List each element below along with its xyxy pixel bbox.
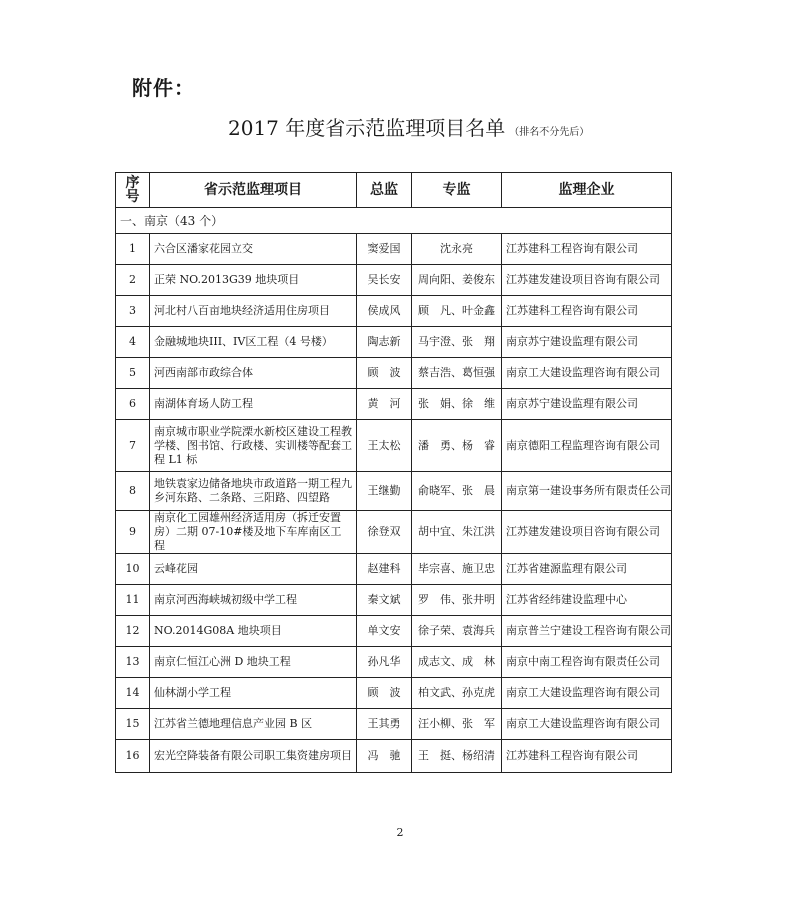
table-row [116, 265, 672, 296]
cell-firm: 南京中南工程咨询有限责任公司 [502, 647, 672, 678]
header-chief: 总监 [357, 173, 412, 208]
table-row [116, 472, 672, 511]
cell-project: 南京城市职业学院溧水新校区建设工程教学楼、图书馆、行政楼、实训楼等配套工程 L1 标 [150, 420, 357, 472]
table-row [116, 234, 672, 265]
cell-chief: 赵建科 [357, 554, 412, 585]
table-row [116, 296, 672, 327]
cell-no: 5 [116, 358, 150, 389]
cell-chief: 徐登双 [357, 511, 412, 554]
table-header-row [116, 173, 672, 208]
cell-specialists: 俞晓军、张 晨 [412, 472, 502, 511]
cell-no: 11 [116, 585, 150, 616]
attachment-label: 附件： [132, 76, 195, 100]
cell-chief: 吴长安 [357, 265, 412, 296]
cell-specialists: 罗 伟、张井明 [412, 585, 502, 616]
cell-no: 1 [116, 234, 150, 265]
cell-firm: 南京苏宁建设监理有限公司 [502, 389, 672, 420]
group-label: 一、南京（43 个） [116, 208, 672, 234]
table-row [116, 709, 672, 740]
cell-firm: 江苏省建源监理有限公司 [502, 554, 672, 585]
cell-firm: 江苏建科工程咨询有限公司 [502, 740, 672, 773]
cell-firm: 南京工大建设监理咨询有限公司 [502, 678, 672, 709]
cell-firm: 南京工大建设监理咨询有限公司 [502, 709, 672, 740]
cell-firm: 江苏建科工程咨询有限公司 [502, 296, 672, 327]
project-table [115, 172, 672, 773]
cell-firm: 南京工大建设监理咨询有限公司 [502, 358, 672, 389]
cell-no: 16 [116, 740, 150, 773]
cell-firm: 江苏建发建设项目咨询有限公司 [502, 511, 672, 554]
table-row [116, 420, 672, 472]
cell-chief: 单文安 [357, 616, 412, 647]
cell-chief: 顾 波 [357, 358, 412, 389]
cell-chief: 侯成风 [357, 296, 412, 327]
cell-chief: 孙凡华 [357, 647, 412, 678]
cell-specialists: 周向阳、姜俊东 [412, 265, 502, 296]
cell-chief: 黄 河 [357, 389, 412, 420]
table-row [116, 585, 672, 616]
cell-no: 2 [116, 265, 150, 296]
cell-project: 地铁袁家边储备地块市政道路一期工程九乡河东路、二条路、三阳路、四望路 [150, 472, 357, 511]
table-row [116, 358, 672, 389]
cell-no: 14 [116, 678, 150, 709]
cell-chief: 冯 驰 [357, 740, 412, 773]
table-row [116, 511, 672, 554]
cell-project: 南京河西海峡城初级中学工程 [150, 585, 357, 616]
cell-firm: 南京第一建设事务所有限责任公司 [502, 472, 672, 511]
table-row [116, 740, 672, 773]
cell-no: 13 [116, 647, 150, 678]
cell-specialists: 王 挺、杨绍清 [412, 740, 502, 773]
table-row [116, 678, 672, 709]
cell-specialists: 毕宗喜、施卫忠 [412, 554, 502, 585]
cell-chief: 王其勇 [357, 709, 412, 740]
cell-specialists: 张 娟、徐 维 [412, 389, 502, 420]
table-row [116, 616, 672, 647]
cell-project: 江苏省兰德地理信息产业园 B 区 [150, 709, 357, 740]
cell-project: 河北村八百亩地块经济适用住房项目 [150, 296, 357, 327]
cell-no: 12 [116, 616, 150, 647]
cell-project: 云峰花园 [150, 554, 357, 585]
cell-chief: 窦爱国 [357, 234, 412, 265]
table-row [116, 327, 672, 358]
cell-specialists: 蔡吉浩、葛恒强 [412, 358, 502, 389]
cell-chief: 王继勤 [357, 472, 412, 511]
cell-firm: 江苏建科工程咨询有限公司 [502, 234, 672, 265]
cell-specialists: 马宇澄、张 翔 [412, 327, 502, 358]
header-firm: 监理企业 [502, 173, 672, 208]
cell-specialists: 沈永亮 [412, 234, 502, 265]
cell-chief: 秦文斌 [357, 585, 412, 616]
cell-no: 9 [116, 511, 150, 554]
cell-project: 六合区潘家花园立交 [150, 234, 357, 265]
cell-specialists: 汪小柳、张 军 [412, 709, 502, 740]
cell-firm: 南京苏宁建设监理有限公司 [502, 327, 672, 358]
table-row [116, 647, 672, 678]
cell-no: 8 [116, 472, 150, 511]
group-row [116, 208, 672, 234]
cell-project: 南京化工园雄州经济适用房（拆迁安置房）二期 07-10#楼及地下车库南区工程 [150, 511, 357, 554]
cell-project: 仙林湖小学工程 [150, 678, 357, 709]
cell-chief: 陶志新 [357, 327, 412, 358]
cell-specialists: 成志文、成 林 [412, 647, 502, 678]
cell-project: 正荣 NO.2013G39 地块项目 [150, 265, 357, 296]
cell-firm: 江苏省经纬建设监理中心 [502, 585, 672, 616]
header-no: 序号 [116, 173, 150, 208]
page-number: 2 [396, 826, 404, 839]
cell-project: 南京仁恒江心洲 D 地块工程 [150, 647, 357, 678]
title-note: （排名不分先后） [509, 127, 590, 138]
cell-firm: 江苏建发建设项目咨询有限公司 [502, 265, 672, 296]
cell-specialists: 顾 凡、叶金鑫 [412, 296, 502, 327]
document-title [228, 112, 589, 141]
cell-no: 7 [116, 420, 150, 472]
header-specialists: 专监 [412, 173, 502, 208]
cell-specialists: 胡中宜、朱江洪 [412, 511, 502, 554]
cell-specialists: 潘 勇、杨 睿 [412, 420, 502, 472]
cell-project: 宏光空降装备有限公司职工集资建房项目 [150, 740, 357, 773]
cell-project: 河西南部市政综合体 [150, 358, 357, 389]
cell-no: 6 [116, 389, 150, 420]
cell-specialists: 徐子荣、袁海兵 [412, 616, 502, 647]
cell-no: 4 [116, 327, 150, 358]
cell-project: 南湖体育场人防工程 [150, 389, 357, 420]
cell-no: 3 [116, 296, 150, 327]
cell-project: NO.2014G08A 地块项目 [150, 616, 357, 647]
title-text: 2017 年度省示范监理项目名单 [228, 116, 506, 140]
cell-specialists: 柏文武、孙克虎 [412, 678, 502, 709]
cell-chief: 王太松 [357, 420, 412, 472]
cell-no: 15 [116, 709, 150, 740]
table-row [116, 389, 672, 420]
cell-firm: 南京德阳工程监理咨询有限公司 [502, 420, 672, 472]
cell-no: 10 [116, 554, 150, 585]
cell-firm: 南京普兰宁建设工程咨询有限公司 [502, 616, 672, 647]
cell-chief: 顾 波 [357, 678, 412, 709]
cell-project: 金融城地块III、IV区工程（4 号楼） [150, 327, 357, 358]
header-project: 省示范监理项目 [150, 173, 357, 208]
table-row [116, 554, 672, 585]
